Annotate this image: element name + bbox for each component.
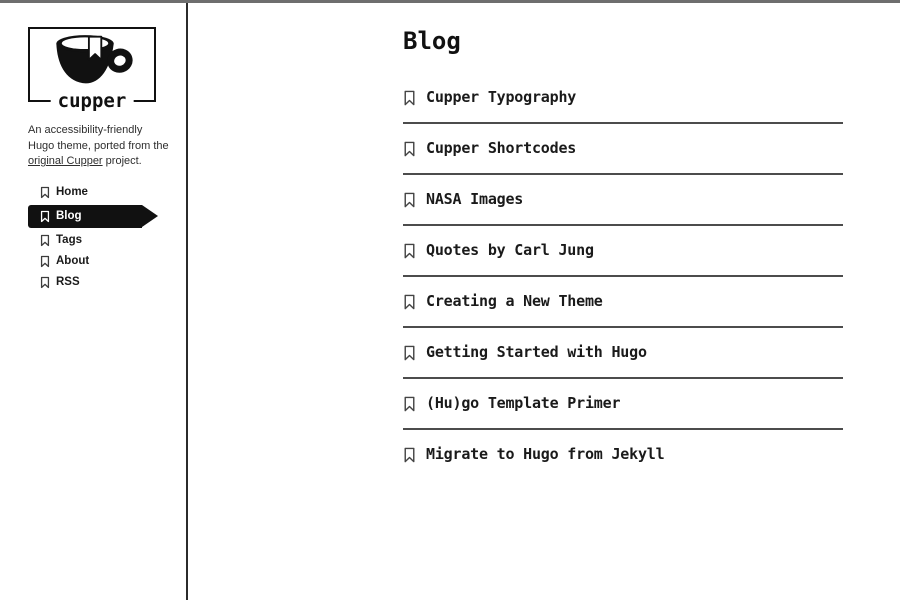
sidebar-nav-list [0, 182, 186, 293]
post-link[interactable]: Cupper Typography [426, 88, 577, 106]
bookmark-icon [40, 186, 50, 199]
main-content [188, 0, 900, 600]
sidebar-nav-link[interactable] [28, 251, 99, 272]
bookmark-icon [403, 294, 416, 310]
sidebar-nav-label: Blog [56, 209, 82, 222]
post-link[interactable]: Creating a New Theme [426, 292, 603, 310]
bookmark-icon [40, 210, 50, 223]
page-title: Blog [403, 27, 461, 55]
sidebar-nav-link[interactable] [28, 230, 92, 251]
site-logo[interactable] [28, 27, 156, 112]
sidebar-nav-label: Tags [56, 233, 82, 246]
site-tagline [28, 123, 170, 170]
post-list-item[interactable] [403, 226, 843, 277]
post-link[interactable]: NASA Images [426, 190, 524, 208]
sidebar-nav-label: RSS [56, 275, 80, 288]
bookmark-icon [403, 396, 416, 412]
post-list-item[interactable] [403, 379, 843, 430]
bookmark-icon [40, 276, 50, 289]
sidebar-nav-item [28, 182, 186, 203]
sidebar-nav [0, 182, 186, 293]
post-list [403, 73, 843, 479]
bookmark-icon [403, 243, 416, 259]
sidebar-nav-link[interactable] [28, 272, 90, 293]
bookmark-icon [403, 90, 416, 106]
tagline-text: An accessibility-friendly Hugo theme, ported from the [28, 124, 169, 152]
bookmark-icon [40, 255, 50, 268]
post-list-item[interactable] [403, 328, 843, 379]
sidebar-nav-item [28, 272, 186, 293]
cup-with-bookmark-icon [40, 32, 144, 94]
post-link[interactable]: Getting Started with Hugo [426, 343, 647, 361]
post-list-item[interactable] [403, 175, 843, 226]
post-list-item[interactable] [403, 430, 843, 479]
post-link[interactable]: Cupper Shortcodes [426, 139, 577, 157]
bookmark-icon [403, 345, 416, 361]
site-title: cupper [51, 90, 134, 112]
post-link[interactable]: Migrate to Hugo from Jekyll [426, 445, 665, 463]
sidebar-nav-link[interactable] [28, 205, 142, 228]
sidebar [0, 0, 188, 600]
bookmark-icon [403, 447, 416, 463]
sidebar-nav-item [28, 230, 186, 251]
bookmark-icon [40, 234, 50, 247]
tagline-text: project. [102, 155, 142, 167]
post-list-item[interactable] [403, 124, 843, 175]
post-list-item[interactable] [403, 277, 843, 328]
sidebar-nav-label: Home [56, 185, 88, 198]
sidebar-nav-item [28, 205, 186, 228]
sidebar-nav-label: About [56, 254, 90, 267]
sidebar-nav-item [28, 251, 186, 272]
bookmark-icon [403, 141, 416, 157]
sidebar-nav-link[interactable] [28, 182, 98, 203]
post-list-item[interactable] [403, 73, 843, 124]
post-link[interactable]: Quotes by Carl Jung [426, 241, 594, 259]
bookmark-icon [403, 192, 416, 208]
original-cupper-link[interactable]: original Cupper [28, 155, 103, 167]
post-link[interactable]: (Hu)go Template Primer [426, 394, 621, 412]
top-accent-bar [0, 0, 900, 3]
